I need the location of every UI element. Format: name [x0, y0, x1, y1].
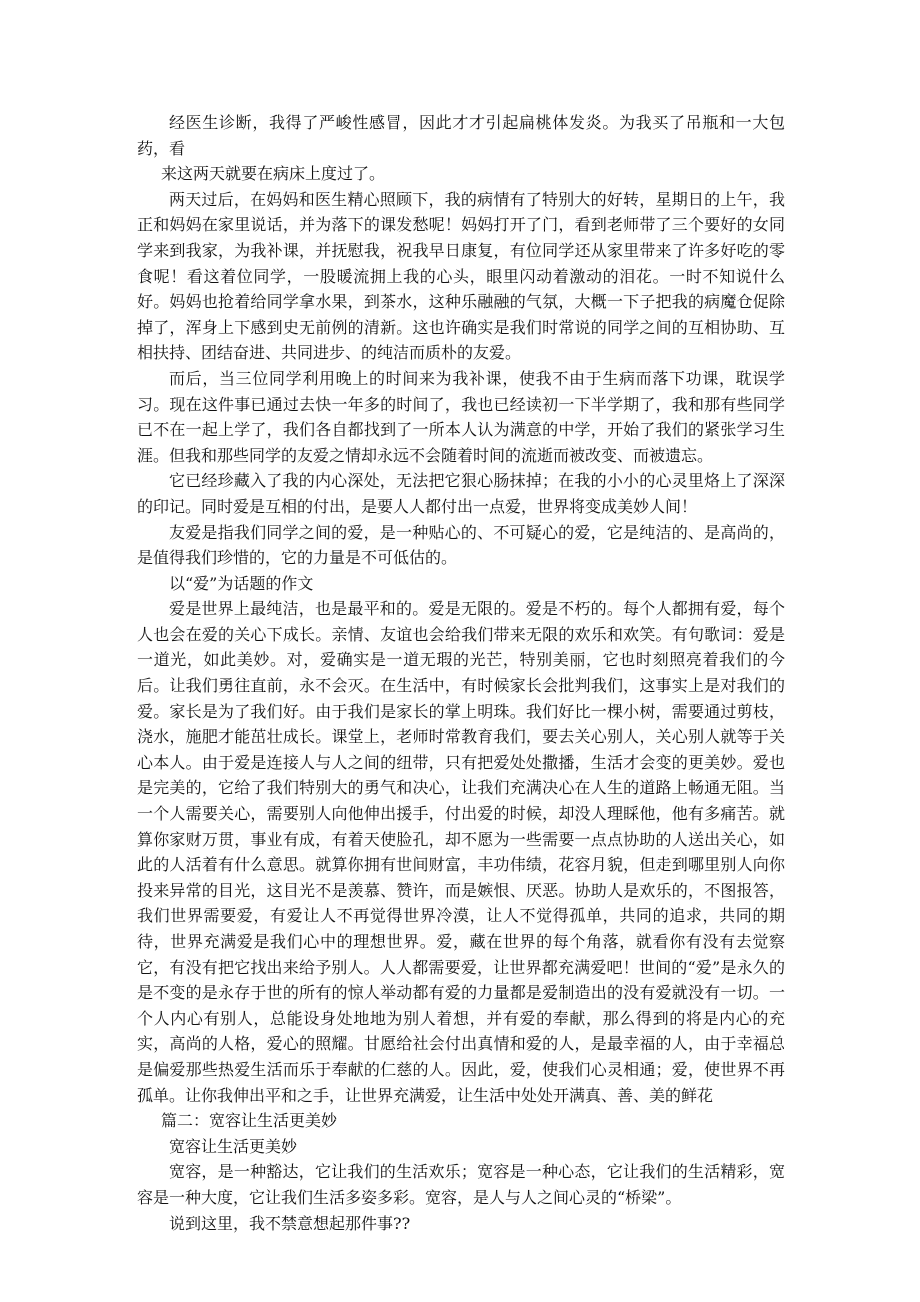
essay-title-love: 以“爱”为话题的作文 [169, 573, 314, 593]
paragraph-classmates-visit: 两天过后，在妈妈和医生精心照顾下，我的病情有了特别大的好转，星期日的上午，我正和妈妈在家里说话，并为落下的课发愁呢！妈妈打开了门，看到老师带了三个要好的女同学来到我家，为我补课，并抚慰我，祝我早日康复，有位同学还从家里带来了许多好吃的零食呢！看这着位同学，一股暖流拥上我的心头，眼里闪动着激动的泪花。一时不知说什么好。妈妈也抢着给同学拿水果，到茶水，这种乐融融的气氛，大概一下子把我的病魔仓促除掉了，浑身上下感到史无前例的清新。这也许确实是我们时常说的同学之间的互相协助、互相扶持、团结奋进、共同进步、的纯洁而质朴的友爱。 [137, 189, 785, 363]
paragraph-tolerance: 宽容，是一种豁达，它让我们的生活欢乐；宽容是一种心态，它让我们的生活精彩，宽容是一种大度，它让我们生活多姿多彩。宽容，是人与人之间心灵的“桥梁”。 [137, 1162, 785, 1207]
paragraph-diagnosis: 经医生诊断，我得了严峻性感冒，因此才才引起扁桃体发炎。为我买了吊瓶和一大包药，看 [137, 113, 785, 158]
paragraph-diagnosis-continued: 来这两天就要在病床上度过了。 [161, 164, 386, 184]
paragraph-tutoring: 而后，当三位同学利用晚上的时间来为我补课，使我不由于生病而落下功课，耽误学习。现在这件事已通过去快一年多的时间了，我也已经读初一下半学期了，我和那有些同学已不在一起上学了，我们各自都找到了一所本人认为满意的中学，开始了我们的紧张学习生涯。但我和那些同学的友爱之情却永远不会随着时间的流逝而被改变、而被遗忘。 [137, 368, 785, 465]
document-body [137, 110, 785, 1236]
paragraph-friendship: 友爱是指我们同学之间的爱，是一种贴心的、不可疑心的爱，它是纯洁的、是高尚的，是值得我们珍惜的，它的力量是不可低估的。 [137, 522, 785, 568]
paragraph-treasured-memory: 它已经珍藏入了我的内心深处，无法把它狠心肠抹掉；在我的小小的心灵里烙上了深深的印记。同时爱是互相的付出，是要人人都付出一点爱，世界将变成美妙人间！ [137, 471, 785, 516]
section-heading-part-two: 篇二：宽容让生活更美妙 [161, 1111, 338, 1131]
paragraph-love-essay: 爱是世界上最纯洁，也是最平和的。爱是无限的。爱是不朽的。每个人都拥有爱，每个人也会在爱的关心下成长。亲情、友谊也会给我们带来无限的欢乐和欢笑。有句歌词：爱是一道光，如此美妙。对，爱确实是一道无瑕的光芒，特别美丽，它也时刻照亮着我们的今后。让我们勇往直前，永不会灭。在生活中，有时候家长会批判我们，这事实上是对我们的爱。家长是为了我们好。由于我们是家长的掌上明珠。我们好比一棵小树，需要通过剪枝，浇水，施肥才能茁壮成长。课堂上，老师时常教育我们，要去关心别人，关心别人就等于关心本人。由于爱是连接人与人之间的纽带，只有把爱处处撒播，生活才会变的更美妙。爱也是完美的，它给了我们特别大的勇气和决心，让我们充满决心在人生的道路上畅通无阻。当一个人需要关心，需要别人向他伸出援手，付出爱的时候，却没人理睬他，他有多痛苦。就算你家财万贯，事业有成，有着天使脸孔，却不愿为一些需要一点点协助的人送出关心，如此的人活着有什么意思。就算你拥有世间财富，丰功伟绩，花容月貌，但走到哪里别人向你投来异常的目光，这目光不是羡慕、赞许，而是嫉恨、厌恶。协助人是欢乐的，不图报答，我们世界需要爱，有爱让人不再觉得世界冷漠，让人不觉得孤单，共同的追求，共同的期待，世界充满爱是我们心中的理想世界。爱，藏在世界的每个角落，就看你有没有去觉察它，有没有把它找出来给予别人。人人都需要爱，让世界都充满爱吧！世间的“爱”是永久的是不变的是永存于世的所有的惊人举动都有爱的力量都是爱制造出的没有爱就没有一切。一个人内心有别人，总能设身处地地为别人着想，并有爱的奉献，那么得到的将是内心的充实，高尚的人格，爱心的照耀。甘愿给社会付出真情和爱的人，是最幸福的人，由于幸福总是偏爱那些热爱生活而乐于奉献的仁慈的人。因此，爱，使我们心灵相通；爱，使世界不再孤单。让你我伸出平和之手，让世界充满爱，让生活中处处开满真、善、美的鲜花 [137, 599, 785, 1105]
paragraph-closing: 说到这里，我不禁意想起那件事?? [169, 1213, 411, 1233]
essay-title-tolerance: 宽容让生活更美妙 [169, 1136, 298, 1156]
